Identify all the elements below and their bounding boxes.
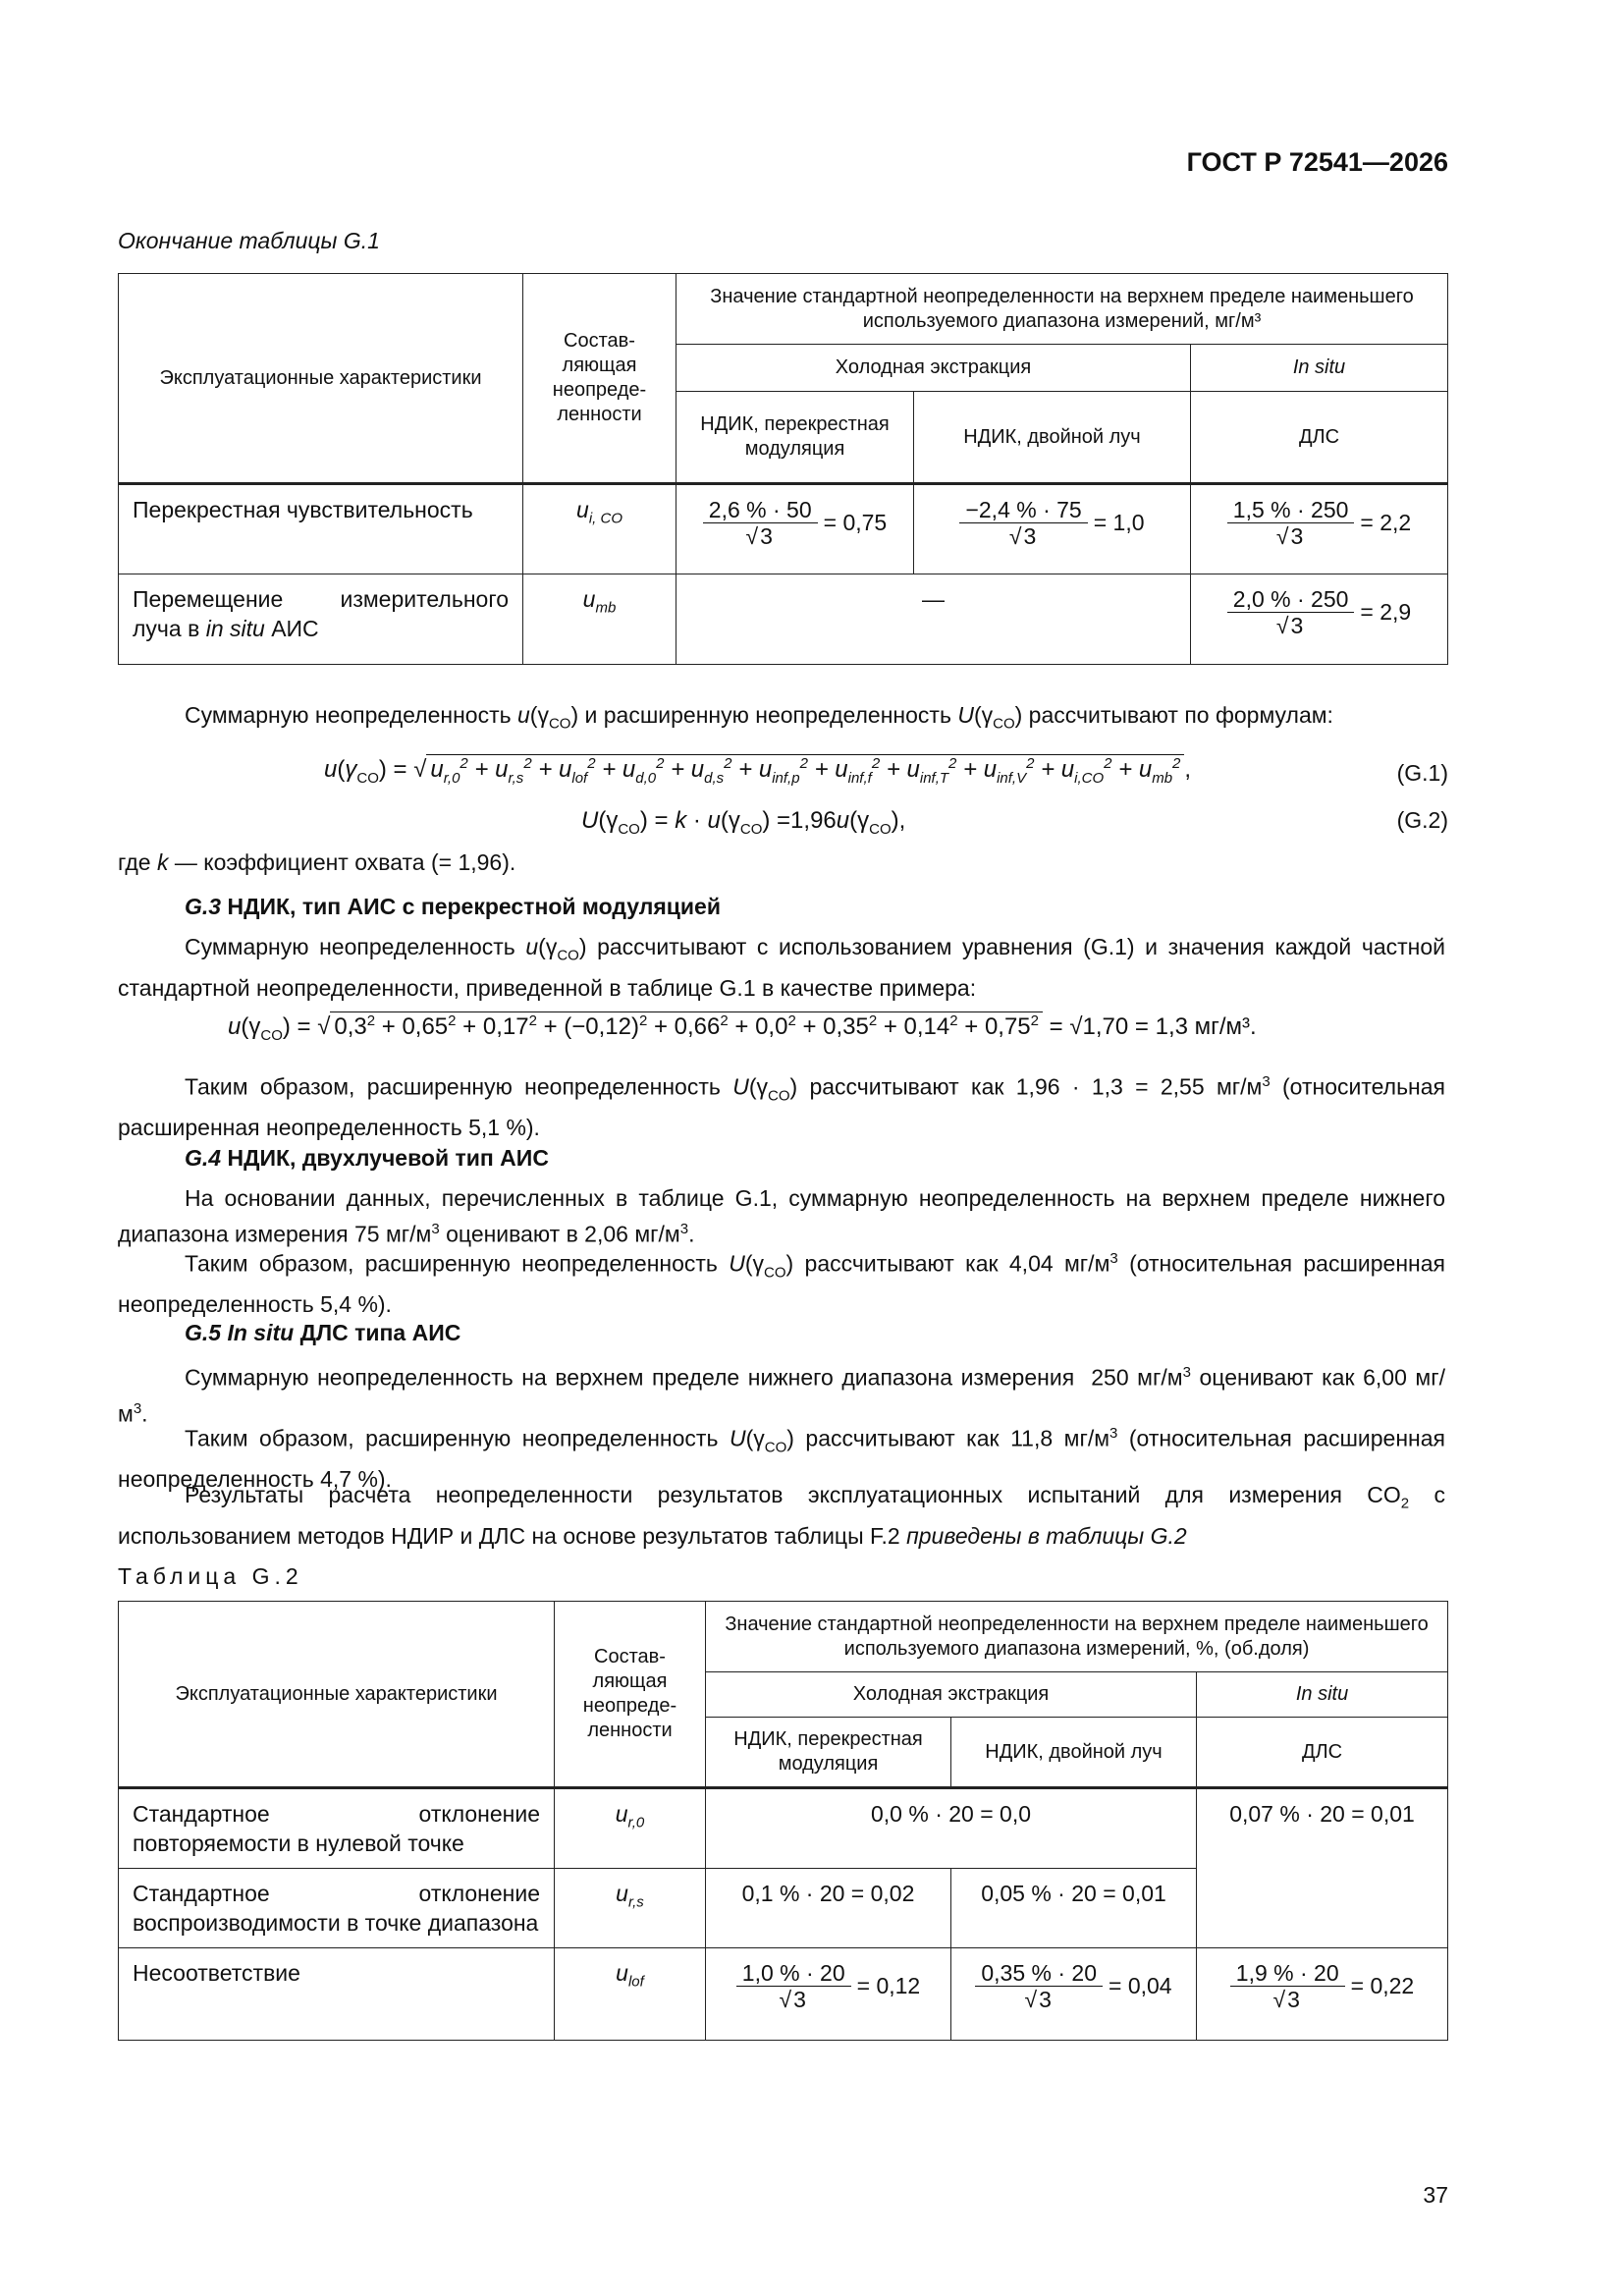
formula-g3: $u(\gamma_{CO})$ = √ $0,3^2 + 0,65^2 + 0,17^2 + (-0,12)^2 + 0,66^2 + 0,0^2 + 0,35^2 + 0,14^2 + 0,75^2 = √1,70 = 1,3$ мг/м³.	[228, 1012, 1257, 1044]
table-g2	[118, 1601, 1448, 2041]
cell-value: 0,1 % · 20 = 0,02	[706, 1869, 951, 1948]
t1-head-cold-extraction: Холодная экстракция	[676, 345, 1191, 392]
cell-value: 0,05 % · 20 = 0,01	[951, 1869, 1197, 1948]
paragraph-g5a: Суммарную неопределенность на верхнем пределе нижнего диапазона измерения 250 $мг/м^3$ оценивают как 6,00 $мг/м^3$.	[118, 1364, 1446, 1427]
cell-value: $\frac{0,35 \% \cdot 20}{√3}$ = 0,04	[951, 1948, 1197, 2041]
heading-g3: G.3 НДИК, тип АИС с перекрестной модуляцией	[185, 894, 721, 919]
cell-value: 0,07 % · 20 = 0,01	[1197, 1788, 1448, 1948]
row-name: Стандартное отклонение воспроизводимости в точке диапазона	[119, 1869, 555, 1948]
t2-head-ndik-cross: НДИК, перекрестная модуляция	[706, 1718, 951, 1788]
page-number: 37	[1423, 2182, 1448, 2208]
table-row	[119, 484, 1448, 574]
cell-value: $\frac{1,5 \% \cdot 250}{√3}$ = 2,2	[1191, 484, 1448, 574]
heading-g4: G.4 НДИК, двухлучевой тип АИС	[185, 1145, 549, 1171]
t1-head-ndik-dual: НДИК, двойной луч	[914, 392, 1191, 484]
row-name: Стандартное отклонение повторяемости в нулевой точке	[119, 1788, 555, 1869]
row-name: Перемещение измерительного луча в in situ АИС	[119, 574, 523, 665]
cell-value: $\frac{2,6 \% \cdot 50}{√3}$ = 0,75	[676, 484, 914, 574]
row-symbol: $u_{i, CO}$	[523, 484, 676, 574]
t2-head-ndik-dual: НДИК, двойной луч	[951, 1718, 1197, 1788]
cell-value: $\frac{2,0 \% \cdot 250}{√3}$ = 2,9	[1191, 574, 1448, 665]
t1-head-insitu: In situ	[1191, 345, 1448, 392]
t2-head-insitu: In situ	[1197, 1672, 1448, 1718]
cell-value: $\frac{1,0 \% \cdot 20}{√3}$ = 0,12	[706, 1948, 951, 2041]
t1-head-characteristics: Эксплуатационные характеристики	[119, 274, 523, 484]
t1-head-group: Значение стандартной неопределенности на верхнем пределе наименьшего используемого диапазона измерений, мг/м³	[676, 274, 1448, 345]
paragraph-g4a: На основании данных, перечисленных в таблице G.1, суммарную неопределенность на верхнем пределе нижнего диапазона измерения 75 $мг/м^3$ оценивают в 2,06 $мг/м^3$.	[118, 1185, 1445, 1247]
paragraph-g3: Суммарную неопределенность $u(\gamma_{CO})$ рассчитывают с использованием уравнения (G.1) и значения каждой частной стандартной неопределенности, приведенной в таблице G.1 в качестве примера:	[118, 934, 1445, 1001]
table2-caption: Таблица G.2	[118, 1563, 303, 1589]
table-g1	[118, 273, 1448, 665]
row-symbol: $u_{lof}$	[555, 1948, 706, 2041]
row-symbol: $u_{r,s}$	[555, 1869, 706, 1948]
paragraph-g5b: Таким образом, расширенную неопределенность $U(\gamma_{CO})$ рассчитывают как 11,8 $мг/м^3$ (относительная расширенная неопределенность 4,7 %).	[118, 1425, 1445, 1493]
row-name: Несоответствие	[119, 1948, 555, 2041]
table-row	[119, 574, 1448, 665]
formula-g2: $U(\gamma_{CO}) = k \cdot u(\gamma_{CO}) =1,96u(\gamma_{CO})$,	[581, 807, 906, 838]
t2-head-cold-extraction: Холодная экстракция	[706, 1672, 1197, 1718]
t1-head-component: Состав-ляющая неопреде-ленности	[523, 274, 676, 484]
cell-value: $\frac{-2,4 \% \cdot 75}{√3}$ = 1,0	[914, 484, 1191, 574]
paragraph-k: где k — коэффициент охвата (= 1,96).	[118, 849, 516, 875]
heading-g5: G.5 In situ ДЛС типа АИС	[185, 1320, 461, 1345]
t1-head-dls: ДЛС	[1191, 392, 1448, 484]
t1-head-ndik-cross: НДИК, перекрестная модуляция	[676, 392, 914, 484]
paragraph-g4b: Таким образом, расширенную неопределенность $U(\gamma_{CO})$ рассчитывают как 4,04 $мг/м^3$ (относительная расширенная неопределенность 5,4 %).	[118, 1250, 1445, 1318]
cell-value: 0,0 % · 20 = 0,0	[706, 1788, 1197, 1869]
paragraph-g5c: Результаты расчета неопределенности результатов эксплуатационных испытаний для измерения $CO_2$ с использованием методов НДИР и ДЛС на основе результатов таблицы F.2 приведены в таблицы G.2	[118, 1482, 1445, 1549]
formula-g2-number: (G.2)	[1396, 807, 1448, 833]
t2-head-component: Состав-ляющая неопреде-ленности	[555, 1602, 706, 1788]
document-code: ГОСТ Р 72541—2026	[1186, 147, 1448, 177]
formula-g1-number: (G.1)	[1396, 760, 1448, 786]
row-symbol: $u_{r,0}$	[555, 1788, 706, 1869]
paragraph-g3-result: Таким образом, расширенную неопределенность $U(\gamma_{CO})$ рассчитывают как 1,96 · 1,3 = 2,55 $мг/м^3$ (относительная расширенная неопределенность 5,1 %).	[118, 1073, 1445, 1141]
row-symbol: $u_{mb}$	[523, 574, 676, 665]
cell-value: —	[676, 574, 1191, 665]
row-name: Перекрестная чувствительность	[119, 484, 523, 574]
t2-head-group: Значение стандартной неопределенности на верхнем пределе наименьшего используемого диапазона измерений, %, (об.доля)	[706, 1602, 1448, 1672]
t2-head-dls: ДЛС	[1197, 1718, 1448, 1788]
paragraph-formulas-intro: Суммарную неопределенность $u(\gamma_{CO})$ и расширенную неопределенность $U(\gamma_{CO})$ рассчитывают по формулам:	[185, 702, 1333, 733]
t2-head-characteristics: Эксплуатационные характеристики	[119, 1602, 555, 1788]
formula-g1: $u(\gamma_{CO})$ = √ $u_{r,0}^2 + u_{r,s}^2 + u_{lof}^2 + u_{d,0}^2 + u_{d,s}^2 + u_{inf,p}^2 + u_{inf,f}^2 + u_{inf,T}^2 + u_{inf,V}^2 + u_{i,CO}^2 + u_{mb}^2$ ,	[324, 755, 1192, 787]
cell-value: $\frac{1,9 \% \cdot 20}{√3}$ = 0,22	[1197, 1948, 1448, 2041]
table-row	[119, 1788, 1448, 1869]
table-row	[119, 1948, 1448, 2041]
table1-caption: Окончание таблицы G.1	[118, 228, 380, 253]
